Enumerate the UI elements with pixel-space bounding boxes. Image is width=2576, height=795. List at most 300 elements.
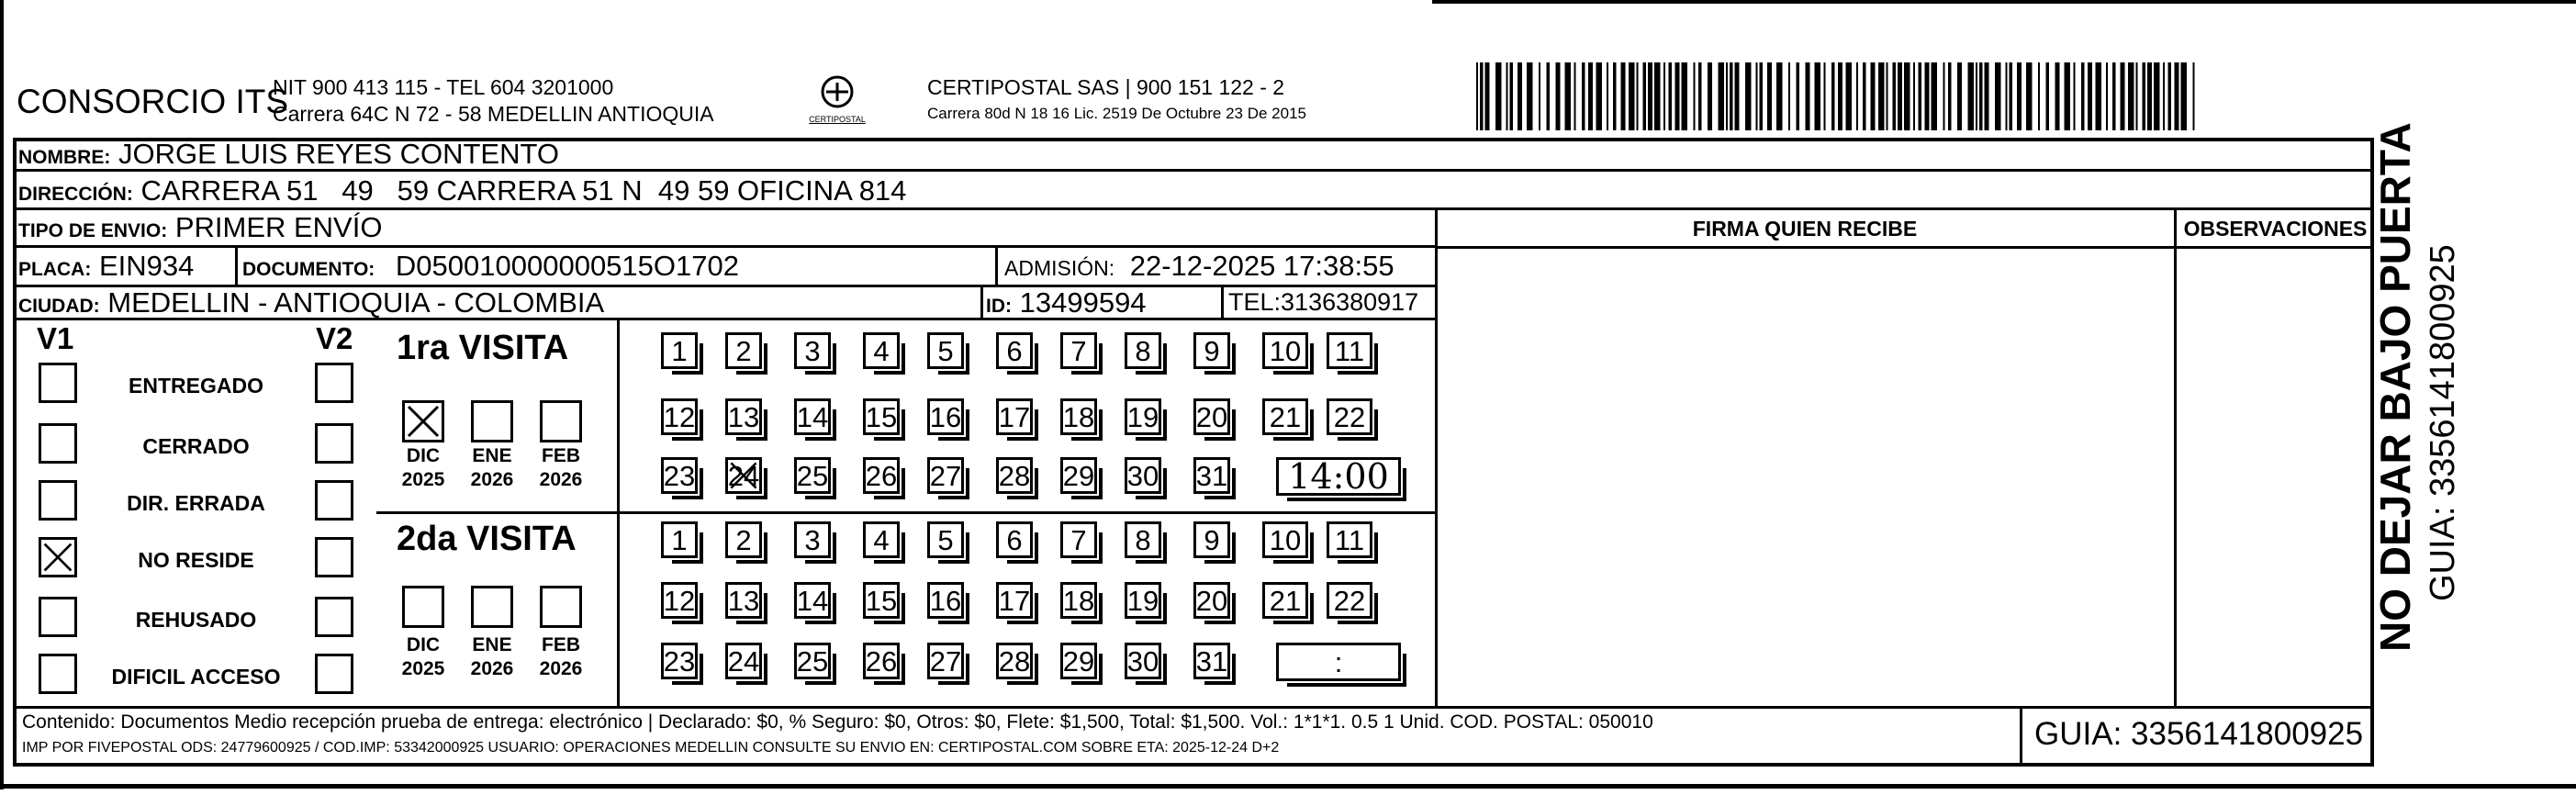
v1-checkbox[interactable] [39, 423, 77, 464]
day-box[interactable] [1327, 332, 1372, 369]
logo-mark-icon [808, 73, 867, 110]
barcode-bar [1669, 62, 1673, 130]
day-box[interactable] [794, 332, 831, 369]
company-line-2: Carrera 64C N 72 - 58 MEDELLIN ANTIOQUIA [273, 102, 714, 126]
v1-checkbox[interactable] [39, 537, 77, 577]
day-box[interactable] [794, 521, 831, 558]
day-number: 30 [1126, 459, 1159, 492]
barcode-bar [1919, 62, 1922, 130]
barcode-bar [1539, 62, 1540, 130]
day-number: 18 [1062, 400, 1095, 433]
day-number: 19 [1126, 400, 1159, 433]
day-number: 5 [937, 523, 954, 556]
v1-checkbox[interactable] [39, 597, 77, 637]
top-edge-line [1432, 0, 2576, 4]
time-box[interactable] [1276, 643, 1401, 681]
day-number: 4 [873, 334, 890, 367]
barcode-bar [2096, 62, 2102, 130]
barcode-bar [1904, 62, 1910, 130]
barcode-bar [1621, 62, 1626, 130]
barcode-bar [1871, 62, 1876, 130]
day-number: 2 [735, 523, 752, 556]
time-box[interactable] [1276, 457, 1401, 496]
barcode-bar [1735, 62, 1740, 130]
barcode-bar [1985, 62, 1989, 130]
day-number: 10 [1269, 523, 1302, 556]
v2-checkbox[interactable] [315, 480, 353, 521]
barcode-bar [1887, 62, 1888, 130]
barcode-bar [1824, 62, 1826, 130]
day-box[interactable] [927, 521, 964, 558]
firma-header-line [1436, 246, 2374, 249]
day-box[interactable] [1262, 521, 1308, 558]
month-label [395, 444, 452, 492]
day-box[interactable] [1060, 457, 1097, 494]
col-line-obs [2174, 207, 2177, 707]
day-number: 29 [1062, 459, 1095, 492]
day-box[interactable] [661, 582, 698, 619]
day-number: 8 [1135, 523, 1151, 556]
visit1-title: 1ra VISITA [397, 329, 569, 367]
barcode-bar [1565, 62, 1572, 130]
barcode-bar [1480, 62, 1484, 130]
v1-checkbox[interactable] [39, 480, 77, 521]
day-number: 19 [1126, 584, 1159, 617]
barcode-bar [2038, 62, 2040, 130]
day-number: 1 [671, 334, 688, 367]
barcode-bar [2112, 62, 2116, 130]
barcode-bar [1756, 62, 1758, 130]
barcode-bar [2128, 62, 2134, 130]
day-number: 12 [663, 584, 696, 617]
barcode-bar [2046, 62, 2050, 130]
barcode-bar [1682, 62, 1688, 130]
month-year: 2026 [539, 469, 583, 490]
month-checkbox[interactable] [540, 400, 582, 442]
day-number: 21 [1269, 400, 1302, 433]
day-number: 11 [1334, 523, 1365, 556]
barcode-bar [2081, 62, 2085, 130]
day-number: 23 [663, 459, 696, 492]
day-box[interactable] [1193, 582, 1230, 619]
month-checkbox[interactable] [471, 400, 513, 442]
tel-label: TEL: [1228, 288, 1282, 316]
barcode-bar [1898, 62, 1902, 130]
day-box[interactable] [1327, 521, 1372, 558]
day-box[interactable] [661, 643, 698, 679]
day-number: 9 [1204, 334, 1220, 367]
ciudad-label: CIUDAD: [18, 296, 100, 317]
v2-checkbox[interactable] [315, 537, 353, 577]
barcode-bar [1694, 62, 1696, 130]
day-number: 29 [1062, 644, 1095, 677]
day-box[interactable] [1193, 398, 1230, 435]
barcode-bar [1574, 62, 1576, 130]
day-box[interactable] [1125, 521, 1161, 558]
day-box[interactable] [794, 398, 831, 435]
v2-checkbox[interactable] [315, 423, 353, 464]
side-warning: NO DEJAR BAJO PUERTA [2371, 122, 2419, 652]
status-label: CERRADO [142, 434, 250, 458]
barcode-bar [1654, 62, 1661, 130]
v2-label: V2 [316, 321, 353, 355]
day-box[interactable] [661, 332, 698, 369]
day-number: 14 [796, 584, 829, 617]
placa-value: EIN934 [98, 250, 195, 282]
barcode-bar [2055, 62, 2060, 130]
month-name: DIC [406, 445, 441, 466]
day-box[interactable] [1327, 398, 1372, 435]
carrier-line-1: CERTIPOSTAL SAS | 900 151 122 - 2 [927, 75, 1285, 99]
row-line-3 [13, 245, 1436, 248]
day-number: 2 [735, 334, 752, 367]
barcode-bar [1815, 62, 1821, 130]
barcode-bar [1745, 62, 1752, 130]
left-edge-line [0, 0, 4, 789]
id-cell [986, 286, 1147, 319]
day-number: 25 [796, 644, 829, 677]
barcode-bar [1675, 62, 1680, 130]
barcode-bar [1596, 62, 1603, 130]
barcode-bar [2175, 62, 2179, 130]
barcode [1476, 62, 2200, 130]
barcode-bar [1556, 62, 1561, 130]
day-box[interactable] [725, 457, 762, 494]
day-box[interactable] [725, 582, 762, 619]
day-box[interactable] [725, 332, 762, 369]
barcode-bar [2026, 62, 2033, 130]
tipo-value: PRIMER ENVÍO [174, 211, 383, 243]
day-box[interactable] [1125, 643, 1161, 679]
col-line-guia [2020, 706, 2022, 767]
barcode-bar [1979, 62, 1983, 130]
status-label: ENTREGADO [129, 374, 263, 398]
month-checkbox[interactable] [402, 400, 444, 442]
day-box[interactable] [1125, 332, 1161, 369]
barcode-bar [2017, 62, 2022, 130]
day-number: 1 [671, 523, 688, 556]
tel-cell [1228, 288, 1418, 317]
barcode-bar [2065, 62, 2071, 130]
barcode-bar [1588, 62, 1593, 130]
barcode-bar [1485, 62, 1490, 130]
barcode-bar [1510, 62, 1514, 130]
barcode-bar [1730, 62, 1733, 130]
month-name: ENE [472, 445, 512, 466]
day-number: 31 [1195, 644, 1228, 677]
barcode-bar [2163, 62, 2165, 130]
month-name: FEB [542, 445, 580, 466]
month-checkbox[interactable] [471, 586, 513, 628]
direccion-value: CARRERA 51 49 59 CARRERA 51 N 49 59 OFICINA 814 [140, 174, 907, 207]
day-box[interactable] [863, 582, 900, 619]
day-box[interactable] [1327, 582, 1372, 619]
time-value: : [1334, 645, 1343, 678]
col-line-firma [1435, 207, 1438, 707]
col-line-tel [1221, 285, 1224, 318]
col-line-months [617, 318, 620, 706]
day-number: 28 [998, 459, 1031, 492]
tipo-label: TIPO DE ENVIO: [18, 220, 168, 241]
v1-checkbox[interactable] [39, 363, 77, 403]
footer-impresion: IMP POR FIVEPOSTAL ODS: 24779600925 / COD.IMP: 53342000925 USUARIO: OPERACIONES MEDELLIN CONSULTE SU ENVIO EN: CERTIPOSTAL.COM SOBRE ETA: 2025-12-24 D+2 [22, 740, 1280, 756]
logo-text: CERTIPOSTAL [809, 115, 866, 124]
barcode-bar [2154, 62, 2160, 130]
day-number: 24 [727, 644, 760, 677]
day-box[interactable] [1060, 582, 1097, 619]
barcode-bar [1788, 62, 1790, 130]
barcode-bar [1878, 62, 1885, 130]
carrier-line-2: Carrera 80d N 18 16 Lic. 2519 De Octubre 23 De 2015 [927, 105, 1306, 122]
barcode-bar [1806, 62, 1810, 130]
day-box[interactable] [996, 521, 1033, 558]
day-number: 25 [796, 459, 829, 492]
day-number: 7 [1070, 523, 1087, 556]
month-year: 2025 [401, 658, 445, 679]
row-line-2 [13, 207, 2374, 210]
direccion-row [18, 174, 906, 207]
day-number: 14 [796, 400, 829, 433]
footer-contenido: Contenido: Documentos Medio recepción prueba de entrega: electrónico | Declarado: $0, % Seguro: $0, Otros: $0, Flete: $1,500, Total: $1,500. Vol.: 1*1*1. 0.5 1 Unid. COD. POSTAL: 050010 [22, 711, 1653, 733]
day-box[interactable] [1193, 521, 1230, 558]
status-label: DIR. ERRADA [127, 491, 265, 515]
visit2-title: 2da VISITA [397, 520, 577, 558]
day-number: 22 [1333, 584, 1366, 617]
day-box[interactable] [1125, 457, 1161, 494]
day-box[interactable] [725, 643, 762, 679]
barcode-bar [2074, 62, 2076, 130]
check-mark-icon [405, 403, 442, 440]
month-year: 2025 [401, 469, 445, 490]
status-label: NO RESIDE [138, 548, 254, 572]
day-box[interactable] [1060, 398, 1097, 435]
barcode-bar [1726, 62, 1728, 130]
day-box[interactable] [863, 332, 900, 369]
certipostal-logo [808, 73, 867, 127]
day-number: 20 [1195, 400, 1228, 433]
day-box[interactable] [1193, 457, 1230, 494]
day-number: 4 [873, 523, 890, 556]
day-number: 13 [727, 400, 760, 433]
month-label [464, 633, 521, 681]
col-line-admision [995, 245, 998, 285]
day-box[interactable] [1125, 398, 1161, 435]
barcode-bar [2181, 62, 2188, 130]
day-number: 16 [929, 584, 962, 617]
day-box[interactable] [863, 643, 900, 679]
day-box[interactable] [996, 457, 1033, 494]
day-number: 31 [1195, 459, 1228, 492]
documento-cell [242, 250, 739, 283]
day-number: 23 [663, 644, 696, 677]
day-number: 8 [1135, 334, 1151, 367]
v2-checkbox[interactable] [315, 654, 353, 694]
barcode-bar [1760, 62, 1764, 130]
month-label [464, 444, 521, 492]
barcode-bar [2088, 62, 2092, 130]
day-number: 18 [1062, 584, 1095, 617]
day-number: 7 [1070, 334, 1087, 367]
id-label: ID: [986, 296, 1012, 317]
barcode-bar [1976, 62, 1977, 130]
day-number: 3 [804, 523, 821, 556]
day-box[interactable] [1262, 332, 1308, 369]
barcode-bar [1663, 62, 1665, 130]
barcode-bar [1913, 62, 1915, 130]
day-number: 15 [865, 400, 898, 433]
month-year: 2026 [470, 658, 514, 679]
day-box[interactable] [996, 332, 1033, 369]
day-box[interactable] [725, 521, 762, 558]
barcode-bar [2168, 62, 2172, 130]
admision-label: ADMISIÓN: [1004, 256, 1115, 280]
day-box[interactable] [996, 398, 1033, 435]
observaciones-header: OBSERVACIONES [2183, 217, 2368, 241]
barcode-bar [2121, 62, 2125, 130]
barcode-bar [1708, 62, 1712, 130]
col-line-placa [235, 245, 238, 285]
documento-label: DOCUMENTO: [242, 259, 375, 280]
month-name: ENE [472, 634, 512, 655]
month-checkbox[interactable] [540, 586, 582, 628]
barcode-bar [1863, 62, 1866, 130]
day-box[interactable] [794, 582, 831, 619]
month-year: 2026 [470, 469, 514, 490]
check-mark-icon [728, 460, 759, 491]
time-value: 14:00 [1288, 456, 1389, 497]
month-label [532, 633, 589, 681]
day-number: 21 [1269, 584, 1302, 617]
firma-header: FIRMA QUIEN RECIBE [1692, 217, 1918, 241]
barcode-bar [1607, 62, 1608, 130]
day-box[interactable] [725, 398, 762, 435]
v2-checkbox[interactable] [315, 597, 353, 637]
direccion-label: DIRECCIÓN: [18, 184, 133, 205]
barcode-bar [1846, 62, 1853, 130]
col-line-id [980, 285, 983, 318]
nombre-label: NOMBRE: [18, 147, 111, 168]
v1-checkbox[interactable] [39, 654, 77, 694]
day-number: 17 [998, 584, 1031, 617]
bottom-edge-line [0, 784, 2576, 789]
day-box[interactable] [794, 457, 831, 494]
barcode-bar [1547, 62, 1551, 130]
visit-divider-line [376, 511, 1436, 514]
day-number: 28 [998, 644, 1031, 677]
day-box[interactable] [996, 582, 1033, 619]
day-box[interactable] [863, 398, 900, 435]
day-box[interactable] [996, 643, 1033, 679]
day-box[interactable] [661, 398, 698, 435]
day-box[interactable] [1060, 332, 1097, 369]
day-number: 12 [663, 400, 696, 433]
day-box[interactable] [927, 398, 964, 435]
day-box[interactable] [1193, 643, 1230, 679]
day-box[interactable] [661, 457, 698, 494]
day-box[interactable] [794, 643, 831, 679]
barcode-bar [2010, 62, 2013, 130]
day-number: 24 [727, 459, 760, 492]
day-box[interactable] [1125, 582, 1161, 619]
barcode-bar [1495, 62, 1502, 130]
ciudad-row [18, 286, 604, 319]
day-box[interactable] [1060, 643, 1097, 679]
barcode-bar [1613, 62, 1617, 130]
barcode-bar [1932, 62, 1938, 130]
day-number: 30 [1126, 644, 1159, 677]
day-box[interactable] [863, 457, 900, 494]
day-number: 10 [1269, 334, 1302, 367]
day-box[interactable] [1262, 398, 1308, 435]
day-box[interactable] [1193, 332, 1230, 369]
day-box[interactable] [927, 643, 964, 679]
barcode-bar [2193, 62, 2195, 130]
day-box[interactable] [1060, 521, 1097, 558]
barcode-bar [1995, 62, 2001, 130]
day-box[interactable] [927, 457, 964, 494]
barcode-bar [2136, 62, 2138, 130]
placa-row [18, 250, 194, 283]
barcode-bar [1797, 62, 1800, 130]
barcode-bar [1476, 62, 1478, 130]
barcode-bar [1948, 62, 1952, 130]
barcode-bar [1518, 62, 1522, 130]
day-number: 17 [998, 400, 1031, 433]
barcode-bar [1767, 62, 1772, 130]
day-number: 26 [865, 644, 898, 677]
day-number: 15 [865, 584, 898, 617]
barcode-bar [2106, 62, 2108, 130]
barcode-bar [1637, 62, 1639, 130]
barcode-bar [1648, 62, 1652, 130]
admision-value: 22-12-2025 17:38:55 [1129, 250, 1394, 282]
footer-guia: GUIA: 3356141800925 [2034, 716, 2364, 752]
nombre-value: JORGE LUIS REYES CONTENTO [118, 138, 559, 170]
tel-value: 3136380917 [1281, 288, 1419, 316]
day-box[interactable] [927, 582, 964, 619]
barcode-bar [1957, 62, 1962, 130]
v2-checkbox[interactable] [315, 363, 353, 403]
month-checkbox[interactable] [402, 586, 444, 628]
month-label [395, 633, 452, 681]
day-box[interactable] [1262, 582, 1308, 619]
day-box[interactable] [927, 332, 964, 369]
barcode-bar [1943, 62, 1945, 130]
barcode-bar [2143, 62, 2146, 130]
side-guia: GUIA: 3356141800925 [2424, 244, 2462, 601]
company-line-1: NIT 900 413 115 - TEL 604 3201000 [273, 75, 614, 99]
day-box[interactable] [661, 521, 698, 558]
id-value: 13499594 [1019, 286, 1147, 319]
day-box[interactable] [863, 521, 900, 558]
month-label [532, 444, 589, 492]
day-number: 6 [1006, 523, 1023, 556]
barcode-bar [1856, 62, 1858, 130]
company-name: CONSORCIO ITS [17, 83, 289, 120]
barcode-bar [1629, 62, 1635, 130]
barcode-graphic [1476, 62, 2200, 130]
status-label: DIFICIL ACCESO [111, 665, 281, 689]
day-number: 22 [1333, 400, 1366, 433]
barcode-bar [1506, 62, 1508, 130]
barcode-bar [1698, 62, 1702, 130]
tipo-row [18, 211, 382, 244]
month-name: DIC [406, 634, 441, 655]
nombre-row [18, 138, 559, 171]
barcode-bar [1838, 62, 1842, 130]
barcode-bar [1925, 62, 1930, 130]
day-number: 3 [804, 334, 821, 367]
